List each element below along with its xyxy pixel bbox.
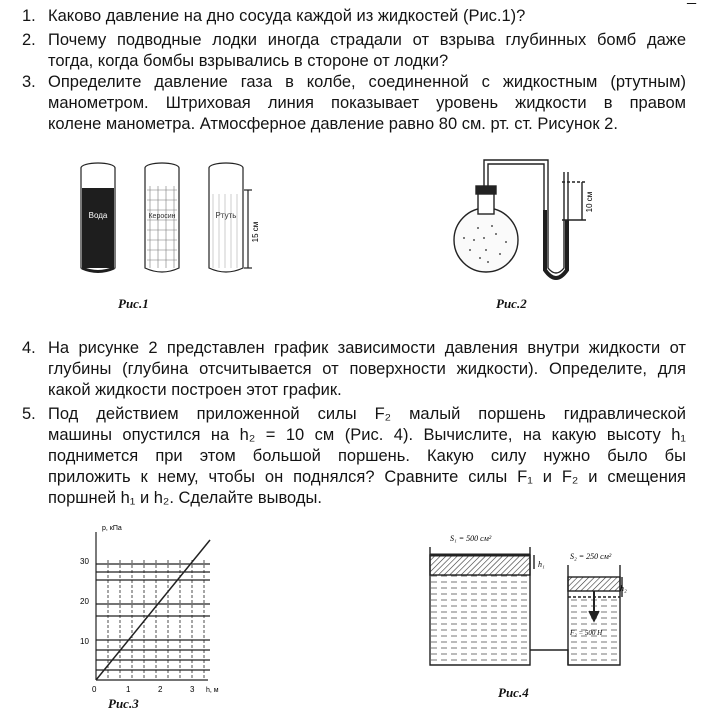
header-mark bbox=[687, 0, 696, 6]
question-number: 2. bbox=[22, 31, 36, 49]
question-text-line: какой жидкости построен этот график. bbox=[48, 381, 342, 399]
question-text-line: Почему подводные лодки иногда страдали от взрыва глубинных бомб даже bbox=[48, 31, 686, 49]
question-text-line: машины опустился на h₂ = 10 см (Рис. 4). Вычислите, на какую высоту h₁ bbox=[48, 426, 686, 444]
figure-1-caption: Рис.1 bbox=[118, 296, 149, 311]
figure-4-drawing bbox=[420, 525, 630, 705]
figure-4 bbox=[420, 525, 630, 705]
question-number: 1. bbox=[22, 7, 36, 25]
jar-label-2: Керосин bbox=[148, 213, 176, 220]
figure-2 bbox=[440, 150, 620, 320]
force-label: F₂ = 500 Н bbox=[570, 629, 603, 637]
figure-3-caption: Рис.3 bbox=[108, 696, 139, 711]
y-tick-label: 20 bbox=[80, 597, 89, 606]
s1-label: S₁ = 500 см² bbox=[450, 534, 492, 543]
height-label: 10 см bbox=[585, 191, 594, 213]
question-text-line: манометром. Штриховая линия показывает уровень жидкости в правом bbox=[48, 94, 686, 112]
x-tick-label: 2 bbox=[158, 685, 163, 694]
figure-2-caption: Рис.2 bbox=[496, 296, 527, 311]
question-number: 5. bbox=[22, 405, 36, 423]
question-text-line: тогда, когда бомбы взрывались в стороне от лодки? bbox=[48, 52, 449, 70]
question-4 bbox=[22, 338, 686, 401]
x-axis-label: h, м bbox=[206, 687, 219, 694]
y-tick-label: 30 bbox=[80, 557, 89, 566]
question-text-line: Каково давление на дно сосуда каждой из жидкостей (Рис.1)? bbox=[48, 7, 526, 25]
question-text-line: Определите давление газа в колбе, соединенной с жидкостным (ртутным) bbox=[48, 73, 686, 91]
question-text-line: приложить к нему, чтобы он поднялся? Сравните силы F₁ и F₂ и смещения bbox=[48, 468, 686, 486]
h2-label: h₂ bbox=[620, 584, 627, 593]
jar-label-3: Ртуть bbox=[215, 211, 237, 220]
figure-1 bbox=[70, 150, 270, 320]
h1-label: h₁ bbox=[538, 560, 545, 569]
figure-3-drawing bbox=[60, 520, 250, 710]
question-text-line: колене манометра. Атмосферное давление равно 80 см. рт. ст. Рисунок 2. bbox=[48, 115, 618, 133]
figure-1-drawing bbox=[70, 150, 270, 320]
question-3 bbox=[22, 72, 686, 135]
question-text-line: глубины (глубина отсчитывается от поверхности жидкости). Определите, для bbox=[48, 360, 686, 378]
y-axis-label: p, кПа bbox=[102, 525, 122, 532]
question-text-line: поршней h₁ и h₂. Сделайте выводы. bbox=[48, 489, 322, 507]
figure-2-drawing bbox=[440, 150, 620, 320]
question-number: 4. bbox=[22, 339, 36, 357]
height-label: 15 см bbox=[251, 221, 260, 243]
question-1 bbox=[22, 6, 686, 27]
x-tick-label: 3 bbox=[190, 685, 195, 694]
s2-label: S₂ = 250 см² bbox=[570, 552, 612, 561]
x-tick-label: 1 bbox=[126, 685, 131, 694]
y-tick-label: 10 bbox=[80, 637, 89, 646]
question-text-line: поднимется при этом большой поршень. Какую силу нужно было бы bbox=[48, 447, 686, 465]
figure-3 bbox=[60, 520, 250, 710]
question-number: 3. bbox=[22, 73, 36, 91]
question-2 bbox=[22, 30, 686, 72]
question-text-line: Под действием приложенной силы F₂ малый поршень гидравлической bbox=[48, 405, 686, 423]
x-tick-label: 0 bbox=[92, 685, 97, 694]
jar-label-1: Вода bbox=[88, 211, 108, 220]
figure-4-caption: Рис.4 bbox=[498, 685, 529, 700]
question-5 bbox=[22, 404, 686, 509]
question-text-line: На рисунке 2 представлен график зависимости давления внутри жидкости от bbox=[48, 339, 686, 357]
